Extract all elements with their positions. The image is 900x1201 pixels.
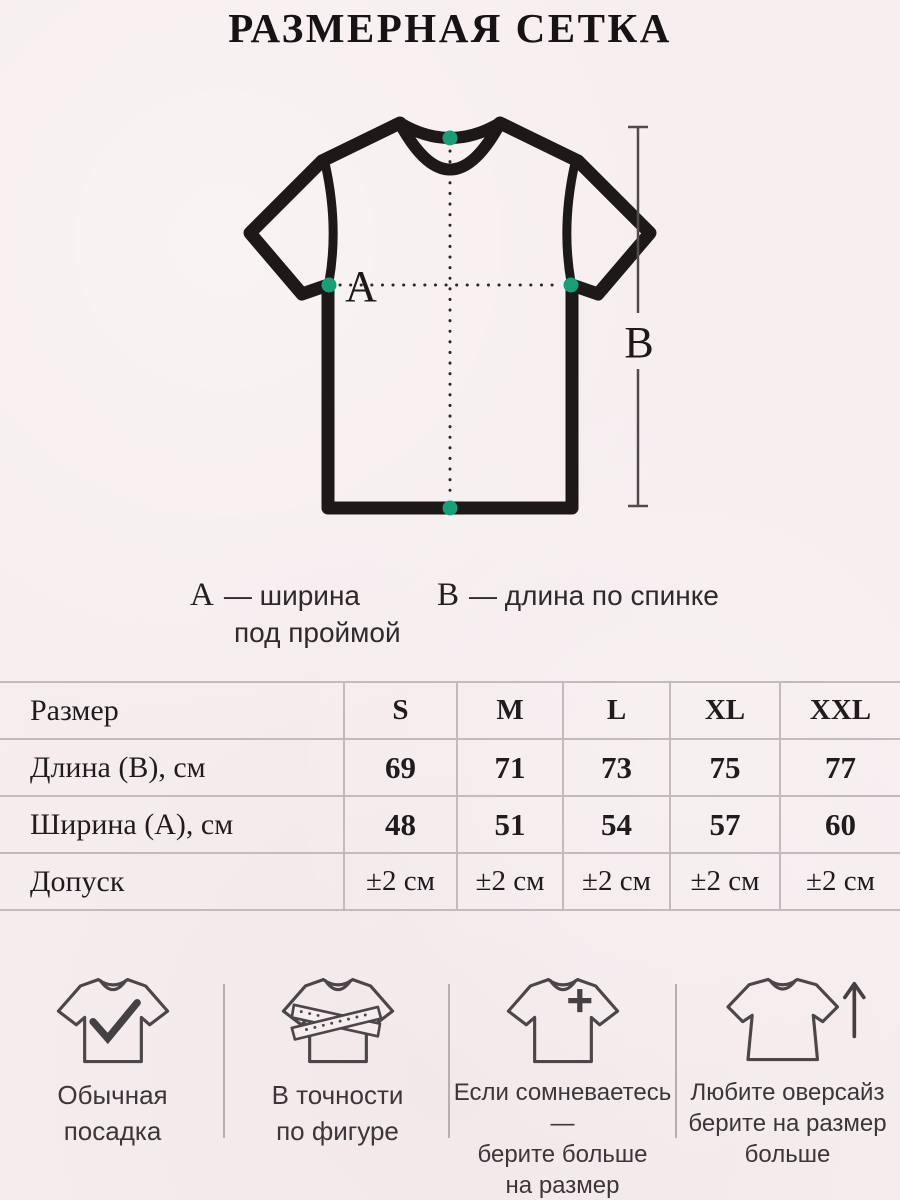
tshirt-plus-icon	[500, 969, 626, 1069]
table-cell: ±2 см	[456, 854, 562, 909]
right-armpit-measure-dot	[564, 278, 579, 293]
table-cell: ±2 см	[343, 854, 456, 909]
tshirt-oversize-arrow-icon	[709, 969, 867, 1069]
left-sleeve-seam	[325, 163, 333, 282]
fit-caption-line: Любите оверсайз	[690, 1079, 885, 1106]
fit-caption	[57, 1077, 167, 1149]
length-measure-bar	[628, 127, 648, 506]
check-icon	[93, 1003, 137, 1039]
fit-caption-line: берите больше	[477, 1141, 648, 1168]
size-column-header: L	[562, 683, 669, 738]
table-cell: ±2 см	[669, 854, 779, 909]
page-title: РАЗМЕРНАЯ СЕТКА	[228, 5, 672, 51]
table-cell: 54	[562, 797, 669, 852]
table-cell: ±2 см	[779, 854, 900, 909]
legend-b-text: — длина по спинке	[469, 580, 719, 611]
fit-caption	[688, 1077, 886, 1170]
table-row-length	[0, 738, 900, 795]
arrow-up-icon	[844, 984, 863, 1037]
size-column-header: XL	[669, 683, 779, 738]
size-column-header: M	[456, 683, 562, 738]
table-cell: 71	[456, 740, 562, 795]
size-table	[0, 681, 900, 911]
fit-caption	[450, 1077, 675, 1201]
label-b: B	[624, 318, 654, 367]
tshirt-measurement-diagram	[230, 95, 670, 545]
table-cell: 57	[669, 797, 779, 852]
table-cell: 77	[779, 740, 900, 795]
row-label: Длина (B), см	[30, 750, 206, 784]
table-row-width	[0, 795, 900, 852]
fit-caption	[272, 1077, 404, 1149]
fit-caption-line: по фигуре	[276, 1116, 399, 1146]
legend-a-letter: A	[190, 577, 214, 613]
left-armpit-measure-dot	[322, 278, 337, 293]
fit-divider	[448, 984, 450, 1138]
tshirt-diagram-icon	[230, 95, 670, 545]
table-cell: 51	[456, 797, 562, 852]
table-cell: 48	[343, 797, 456, 852]
table-header-row	[0, 681, 900, 738]
plus-icon	[568, 989, 591, 1012]
fit-caption-line: Если сомневаетесь —	[453, 1079, 672, 1137]
label-a: A	[345, 262, 377, 311]
table-cell: 73	[562, 740, 669, 795]
fit-caption-line: берите на размер	[688, 1110, 887, 1137]
table-cell: 69	[343, 740, 456, 795]
table-cell: ±2 см	[562, 854, 669, 909]
fit-item-size-up	[450, 963, 675, 1201]
fit-item-oversize	[675, 963, 900, 1201]
fit-caption-line: больше	[744, 1141, 831, 1168]
table-cell: 60	[779, 797, 900, 852]
right-sleeve-seam	[567, 163, 575, 282]
tshirt-outline	[250, 123, 650, 508]
table-row-tolerance	[0, 852, 900, 909]
size-column-header: XXL	[779, 683, 900, 738]
fit-divider	[675, 984, 677, 1138]
table-header-label: Размер	[30, 693, 119, 727]
table-cell: 75	[669, 740, 779, 795]
legend-a-text: — ширина	[223, 580, 360, 611]
fit-divider	[223, 984, 225, 1138]
fit-caption-line: В точности	[271, 1080, 404, 1110]
bottom-measure-dot	[443, 501, 458, 516]
fit-item-exact	[225, 963, 450, 1201]
tshirt-tape-icon	[275, 969, 401, 1069]
fit-caption-line: Обычная	[57, 1080, 168, 1110]
row-label: Ширина (A), см	[30, 807, 234, 841]
legend-a-text2: под проймой	[234, 617, 401, 648]
fit-caption-line: на размер	[505, 1172, 620, 1199]
fit-guide-section	[0, 963, 900, 1199]
collar-measure-dot	[443, 131, 458, 146]
size-column-header: S	[343, 683, 456, 738]
fit-item-regular	[0, 963, 225, 1201]
legend-length	[437, 577, 719, 614]
legend-width	[190, 577, 401, 651]
fit-caption-line: посадка	[63, 1116, 162, 1146]
row-label: Допуск	[30, 864, 125, 898]
tshirt-check-icon	[50, 969, 176, 1069]
legend-b-letter: B	[437, 577, 460, 613]
